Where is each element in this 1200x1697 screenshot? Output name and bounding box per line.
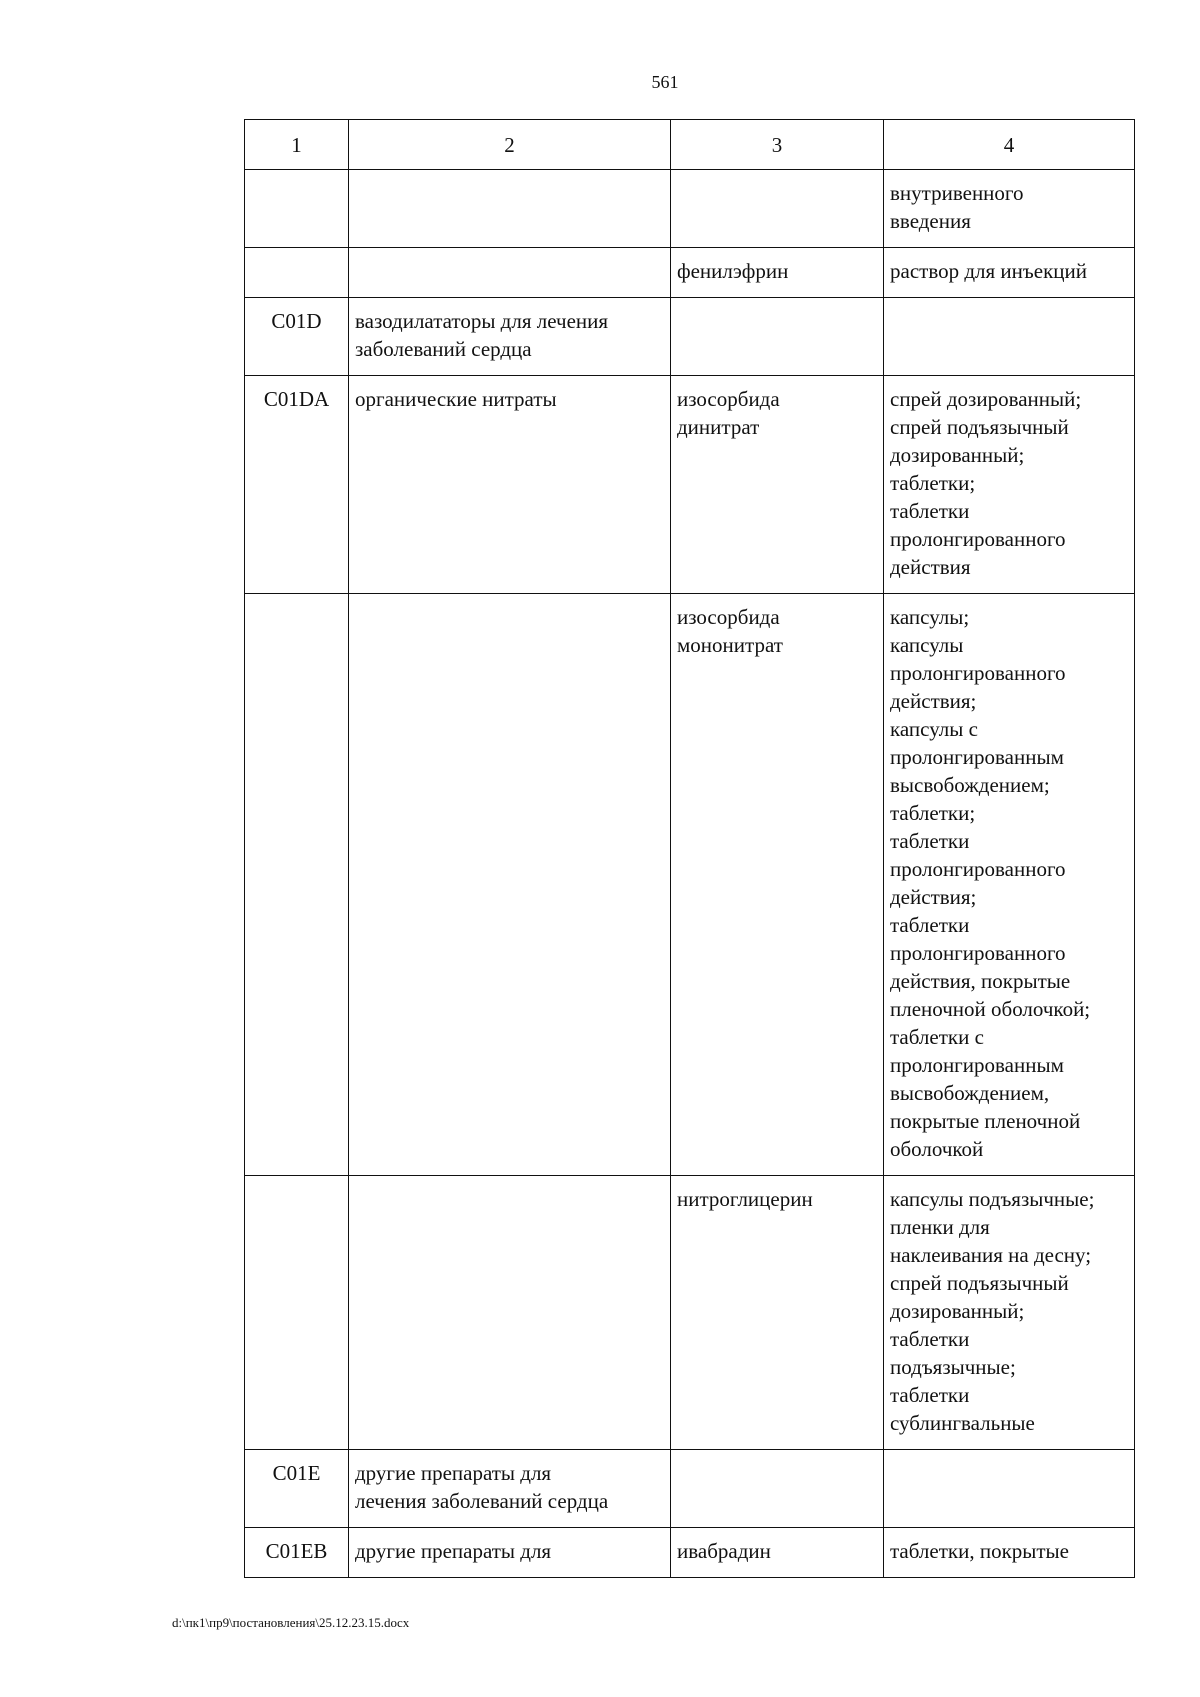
group-cell: другие препараты для bbox=[349, 1528, 671, 1578]
header-cell-2: 2 bbox=[349, 120, 671, 170]
drug-cell bbox=[671, 298, 884, 376]
table-row bbox=[245, 170, 1135, 248]
table-header-row bbox=[245, 120, 1135, 170]
drug-cell: фенилэфрин bbox=[671, 248, 884, 298]
group-cell: другие препараты для лечения заболеваний сердца bbox=[349, 1450, 671, 1528]
code-cell: C01EB bbox=[245, 1528, 349, 1578]
drug-cell: ивабрадин bbox=[671, 1528, 884, 1578]
code-cell: C01DA bbox=[245, 376, 349, 594]
code-cell: C01D bbox=[245, 298, 349, 376]
table-row bbox=[245, 376, 1135, 594]
table-row bbox=[245, 298, 1135, 376]
drug-cell bbox=[671, 1450, 884, 1528]
form-cell: спрей дозированный; спрей подъязычный дозированный; таблетки; таблетки пролонгированного действия bbox=[884, 376, 1135, 594]
code-cell bbox=[245, 594, 349, 1176]
drug-cell: нитроглицерин bbox=[671, 1176, 884, 1450]
drug-cell: изосорбида динитрат bbox=[671, 376, 884, 594]
code-cell bbox=[245, 1176, 349, 1450]
code-cell: C01E bbox=[245, 1450, 349, 1528]
form-cell: капсулы подъязычные; пленки для наклеивания на десну; спрей подъязычный дозированный; таблетки подъязычные; таблетки сублингвальные bbox=[884, 1176, 1135, 1450]
form-cell: внутривенного введения bbox=[884, 170, 1135, 248]
group-cell bbox=[349, 594, 671, 1176]
page-number: 561 bbox=[651, 72, 679, 92]
header-cell-3: 3 bbox=[671, 120, 884, 170]
group-cell: вазодилататоры для лечения заболеваний сердца bbox=[349, 298, 671, 376]
drug-table bbox=[244, 119, 1135, 1578]
code-cell bbox=[245, 248, 349, 298]
group-cell bbox=[349, 1176, 671, 1450]
file-path-footer: d:\пк1\пр9\постановления\25.12.23.15.docx bbox=[172, 1615, 410, 1630]
table-row bbox=[245, 1450, 1135, 1528]
table-row bbox=[245, 1528, 1135, 1578]
table-row bbox=[245, 594, 1135, 1176]
drug-cell: изосорбида мононитрат bbox=[671, 594, 884, 1176]
form-cell: раствор для инъекций bbox=[884, 248, 1135, 298]
table-row bbox=[245, 1176, 1135, 1450]
table-row bbox=[245, 248, 1135, 298]
form-cell: капсулы; капсулы пролонгированного действия; капсулы с пролонгированным высвобождением; таблетки; таблетки пролонгированного действия; таблетки пролонгированного действия, покрытые пленочной оболочкой; таблетки с пролонгированным высвобождением, покрытые пленочной оболочкой bbox=[884, 594, 1135, 1176]
drug-cell bbox=[671, 170, 884, 248]
code-cell bbox=[245, 170, 349, 248]
form-cell bbox=[884, 1450, 1135, 1528]
group-cell bbox=[349, 248, 671, 298]
form-cell: таблетки, покрытые bbox=[884, 1528, 1135, 1578]
form-cell bbox=[884, 298, 1135, 376]
group-cell: органические нитраты bbox=[349, 376, 671, 594]
header-cell-1: 1 bbox=[245, 120, 349, 170]
header-cell-4: 4 bbox=[884, 120, 1135, 170]
group-cell bbox=[349, 170, 671, 248]
